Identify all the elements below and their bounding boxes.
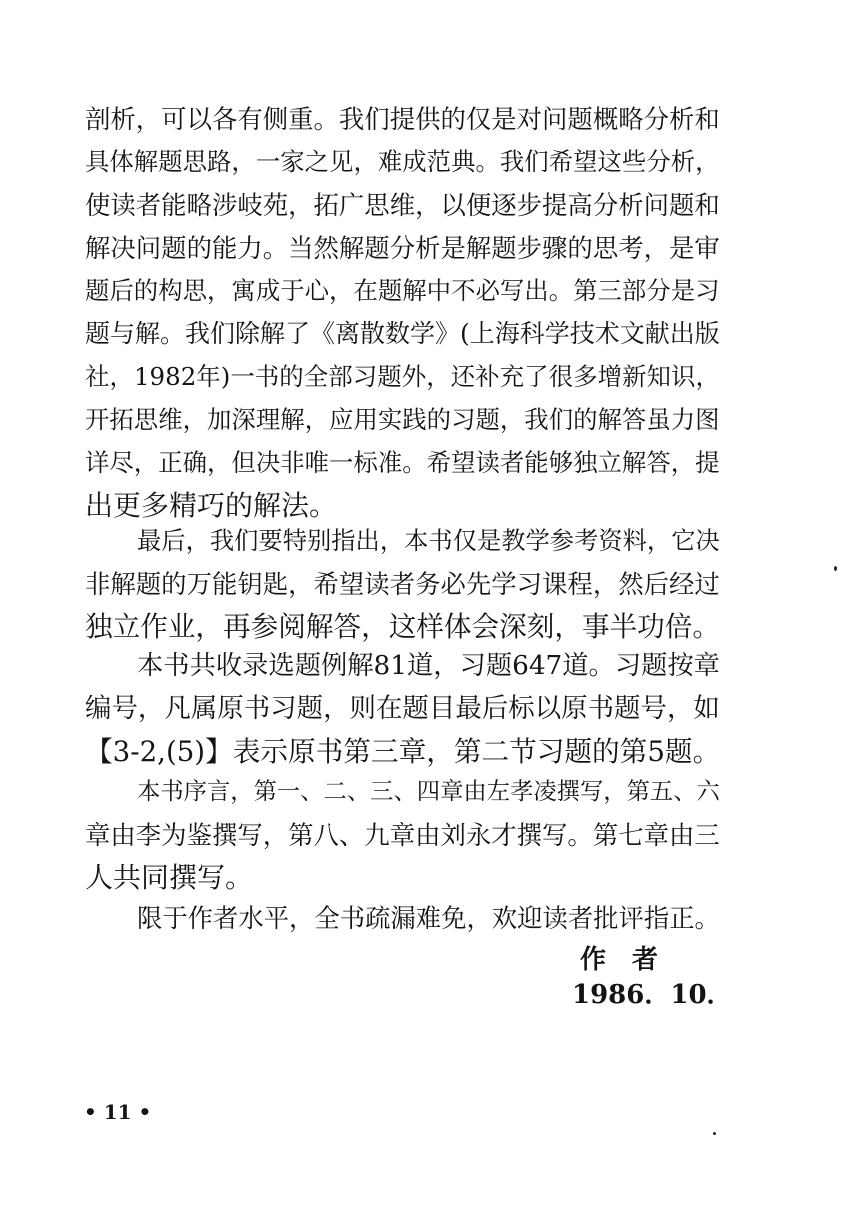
author-signature: 作 者 [580,945,659,975]
text-line: 本书序言，第一、二、三、四章由左孝凌撰写，第五、六 [137,778,720,805]
page-number: • 11 • [84,1100,152,1124]
text-line: 题后的构思，寓成于心，在题解中不必写出。第三部分是习 [85,276,720,305]
text-line: 章由李为鉴撰写，第八、九章由刘永才撰写。第七章由三 [85,820,720,850]
scan-speck [834,566,837,571]
text-line: 具体解题思路，一家之见，难成范典。我们希望这些分析， [85,147,720,176]
text-line: 出更多精巧的解法。 [85,489,338,522]
text-line: 社，1982年)一书的全部习题外，还补充了很多增新知识， [85,362,721,391]
scan-speck [713,1132,716,1135]
text-line: 本书共收录选题例解81道，习题647道。习题按章 [137,651,720,681]
text-line: 使读者能略涉岐苑，拓广思维，以便逐步提高分析问题和 [85,190,720,220]
text-line: 独立作业，再参阅解答，这样体会深刻，事半功倍。 [85,610,721,643]
text-line: 剖析，可以各有侧重。我们提供的仅是对问题概略分析和 [85,104,720,134]
text-line: 题与解。我们除解了《离散数学》(上海科学技术文献出版 [85,319,720,348]
text-line: 人共同撰写。 [85,861,254,894]
text-line: 解决问题的能力。当然解题分析是解题步骤的思考，是审 [85,233,720,263]
text-line: 详尽，正确，但决非唯一标准。希望读者能够独立解答，提 [85,448,720,477]
text-line: 开拓思维，加深理解，应用实践的习题，我们的解答虽力图 [85,405,720,434]
text-line: 编号，凡属原书习题，则在题目最后标以原书题号，如 [85,693,720,724]
signature-date: 1986．10． [572,980,733,1010]
text-line: 【3-2,(5)】表示原书第三章，第二节习题的第5题。 [85,735,721,768]
text-line: 最后，我们要特别指出，本书仅是教学参考资料，它决 [137,526,720,555]
text-line: 限于作者水平，全书疏漏难免，欢迎读者批评指正。 [137,903,720,933]
text-line: 非解题的万能钥匙，希望读者务必先学习课程，然后经过 [85,569,720,599]
